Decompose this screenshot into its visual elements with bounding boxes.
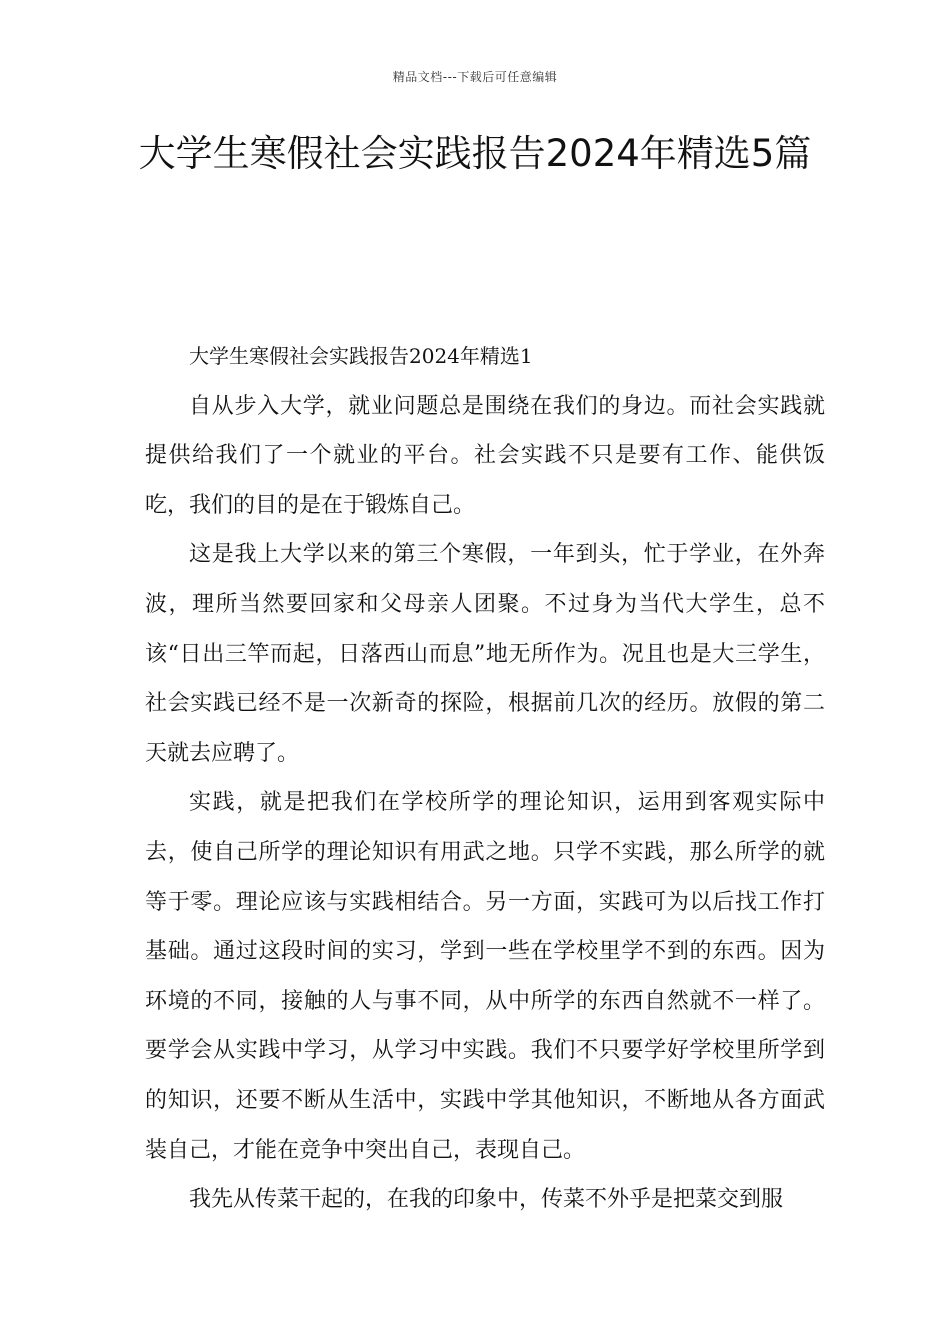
header-note: 精品文档---下载后可任意编辑 [392, 70, 558, 84]
paragraph-4: 我先从传菜干起的，在我的印象中，传菜不外乎是把菜交到服 [189, 1187, 784, 1213]
paragraph-1: 自从步入大学，就业问题总是围绕在我们的身边。而社会实践就提供给我们了一个就业的平台。社会实践不只是要有工作、能供饭吃，我们的目的是在于锻炼自己。 [145, 393, 825, 518]
section-heading: 大学生寒假社会实践报告2024年精选1 [189, 344, 533, 368]
paragraph-2: 这是我上大学以来的第三个寒假，一年到头，忙于学业，在外奔波，理所当然要回家和父母亲人团聚。不过身为当代大学生，总不该“日出三竿而起，日落西山而息”地无所作为。况且也是大三学生，社会实践已经不是一次新奇的探险，根据前几次的经历。放假的第二天就去应聘了。 [145, 542, 825, 766]
document-body [145, 332, 825, 1225]
document-title: 大学生寒假社会实践报告2024年精选5篇 [138, 132, 812, 175]
paragraph-3: 实践，就是把我们在学校所学的理论知识，运用到客观实际中去，使自己所学的理论知识有用武之地。只学不实践，那么所学的就等于零。理论应该与实践相结合。另一方面，实践可为以后找工作打基础。通过这段时间的实习，学到一些在学校里学不到的东西。因为环境的不同，接触的人与事不同，从中所学的东西自然就不一样了。要学会从实践中学习，从学习中实践。我们不只要学好学校里所学到的知识，还要不断从生活中，实践中学其他知识，不断地从各方面武装自己，才能在竞争中突出自己，表现自己。 [145, 790, 825, 1163]
